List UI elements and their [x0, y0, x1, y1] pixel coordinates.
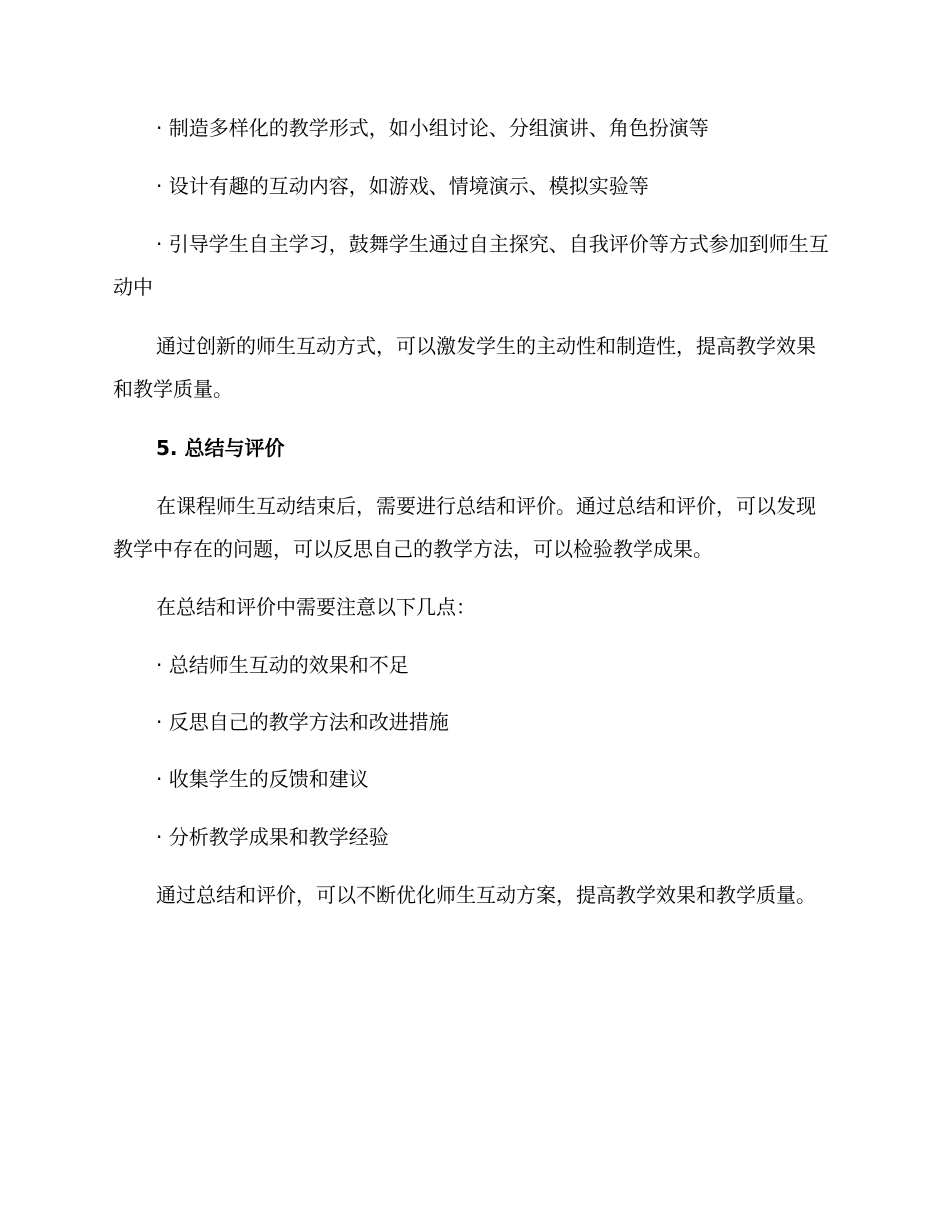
paragraph-summary-intro: 在课程师生互动结束后，需要进行总结和评价。通过总结和评价，可以发现教学中存在的问题，可以反思自己的教学方法，可以检验教学成果。 — [113, 494, 816, 561]
section-heading: 5. 总结与评价 — [156, 436, 285, 460]
bullet-item: · 引导学生自主学习，鼓舞学生通过自主探究、自我评价等方式参加到师生互动中 — [113, 232, 829, 299]
paragraph-points-intro: 在总结和评价中需要注意以下几点： — [156, 595, 476, 619]
paragraph-conclusion: 通过总结和评价，可以不断优化师生互动方案，提高教学效果和教学质量。 — [156, 883, 816, 907]
bullet-item: · 分析教学成果和教学经验 — [156, 825, 389, 849]
bullet-item: · 收集学生的反馈和建议 — [156, 767, 369, 791]
bullet-item: · 反思自己的教学方法和改进措施 — [156, 710, 449, 734]
bullet-item: · 制造多样化的教学形式，如小组讨论、分组演讲、角色扮演等 — [156, 116, 709, 140]
bullet-item: · 总结师生互动的效果和不足 — [156, 653, 409, 677]
bullet-item: · 设计有趣的互动内容，如游戏、情境演示、模拟实验等 — [156, 174, 649, 198]
paragraph-innovation: 通过创新的师生互动方式，可以激发学生的主动性和制造性，提高教学效果和教学质量。 — [113, 334, 816, 401]
